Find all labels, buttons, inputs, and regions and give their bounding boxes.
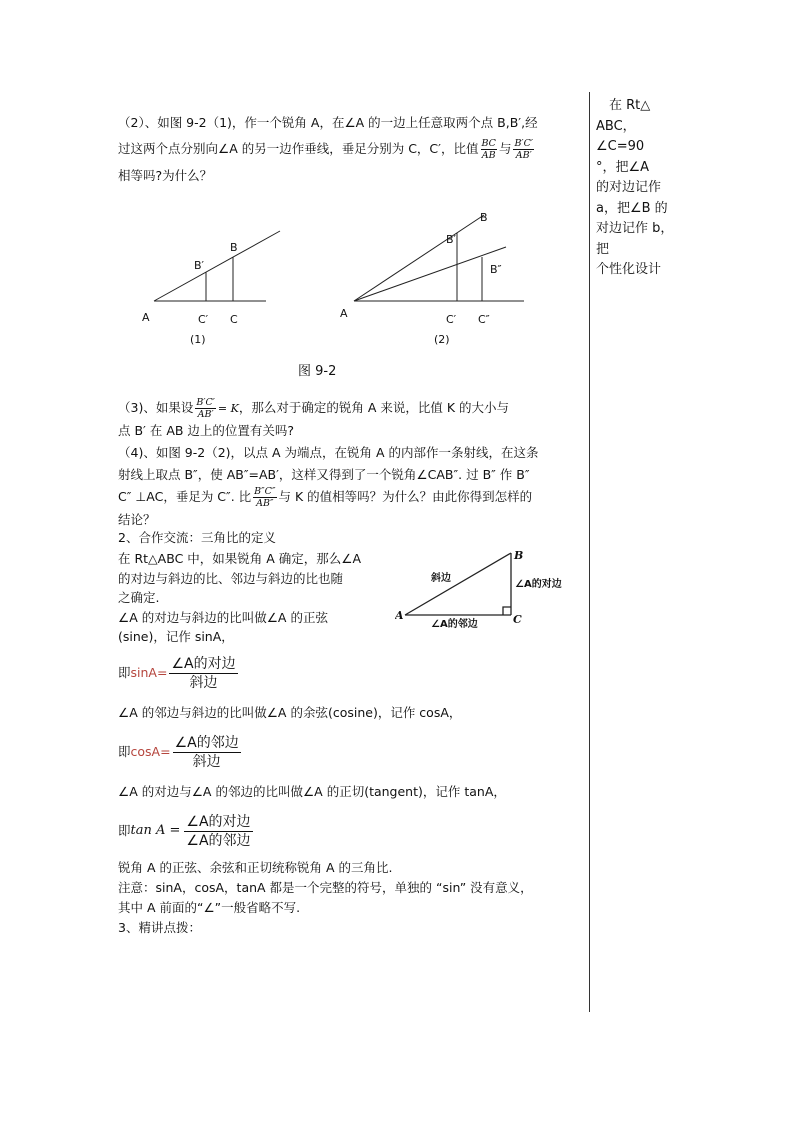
section-2-title: 2、合作交流：三角比的定义 [118, 530, 276, 545]
fig2-ray-abpp [354, 247, 506, 301]
ratio-bc-ab: $\frac{BC}{AB}$ [481, 138, 496, 161]
fig1-label-c: C [230, 313, 238, 326]
def-line4: ∠A 的对边与斜边的比叫做∠A 的正弦 [118, 609, 328, 625]
summary-line: 锐角 A 的正弦、余弦和正切统称锐角 A 的三角比. [118, 859, 393, 875]
def-line5: (sine)，记作 sinA， [118, 629, 234, 644]
sin-formula: 即 sinA= $\frac{\text{∠A的对边}}{\text{斜边}}$ [118, 655, 236, 691]
def-line2: 的对边与斜边的比、邻边与斜边的比也随 [118, 570, 344, 586]
def-line1: 在 Rt△ABC 中，如果锐角 A 确定，那么∠A [118, 551, 362, 566]
side-line4: 的对边记作 [596, 180, 662, 195]
triangle-vertex-b: B [514, 549, 524, 562]
geometry-figures [118, 211, 584, 361]
closing-block [118, 858, 584, 938]
fig1-slant-line [154, 231, 280, 301]
ratio-bpcp-abp: $\frac{B'C'}{AB'}$ [514, 138, 534, 161]
q3-line1: （3)、如果设 $\frac{B'C'}{AB'}$ = K，那么对于确定的锐角 A 来说，比值 K 的大小与 [118, 397, 510, 420]
side-line8: 个性化设计 [596, 262, 662, 277]
triangle-vertex-a: A [395, 609, 404, 622]
q4-line3: C″ ⊥AC，垂足为 C″. 比 $\frac{B''C''}{AB''}$ 与 K 的值相等吗？为什么？由此你得到怎样的 [118, 486, 533, 509]
cos-formula: 即 cosA= $\frac{\text{∠A的邻边}}{\text{斜边}}$ [118, 734, 239, 770]
right-triangle-figure [395, 549, 580, 629]
definition-block [118, 549, 584, 647]
fig1-number: (1) [190, 333, 206, 346]
fig1-label-cp: C′ [198, 313, 209, 326]
side-line7: 把 [596, 241, 610, 257]
def-line3: 之确定. [118, 590, 160, 605]
main-column [118, 112, 584, 938]
cos-definition: ∠A 的邻边与斜边的比叫做∠A 的余弦(cosine)，记作 cosA， [118, 704, 462, 720]
ratio-bppcpp-abpp: $\frac{B''C''}{AB''}$ [254, 486, 276, 509]
fig2-ray-ab [354, 215, 484, 301]
fig2-label-cpp: C″ [478, 313, 490, 326]
fig1-label-b: B [230, 241, 238, 254]
side-line6: 对边记作 b， [596, 221, 674, 236]
ratio-k: $\frac{B'C'}{AB'}$ [196, 397, 215, 420]
triangle-vertex-c: C [513, 613, 522, 626]
fig2-label-b: B [480, 211, 488, 224]
fig2-label-bp: B′ [446, 233, 457, 246]
q4-line4: 结论？ [118, 512, 156, 527]
fig2-label-cp: C′ [446, 313, 457, 326]
side-line2: ABC，∠C=90 [596, 118, 645, 154]
q2-line2: 过这两个点分别向∠A 的另一边作垂线，垂足分别为 C，C′，比值 $\frac{BC}{AB}$ 与 $\frac{B'C'}{AB'}$ [118, 138, 534, 161]
right-angle-mark [503, 607, 511, 615]
section-3-title: 3、精讲点拨： [118, 919, 201, 935]
triangle-hypotenuse [405, 553, 511, 615]
side-line3: °，把∠A [596, 159, 650, 175]
fig2-label-bpp: B″ [490, 263, 502, 276]
fig2-number: (2) [434, 333, 450, 346]
side-notes [596, 96, 682, 281]
note-line2: 其中 A 前面的“∠”一般省略不写. [118, 899, 301, 915]
tan-fraction: $\frac{\text{∠A的对边}}{\text{∠A的邻边}}$ [186, 813, 251, 849]
side-line5: a，把∠B 的 [596, 200, 668, 216]
side-line1: 在 Rt△ [596, 98, 651, 113]
q3-line2: 点 B′ 在 AB 边上的位置有关吗? [118, 423, 295, 438]
label-adjacent: ∠A的邻边 [431, 619, 478, 629]
fig1-label-a: A [142, 311, 150, 324]
note-line1: 注意：sinA，cosA，tanA 都是一个完整的符号，单独的 “sin” 没有意义， [118, 879, 533, 895]
label-opposite: ∠A的对边 [515, 579, 562, 590]
fig2-label-a: A [340, 307, 348, 320]
q4-line1: （4)、如图 9-2（2)，以点 A 为端点，在锐角 A 的内部作一条射线，在这条 [118, 445, 539, 460]
column-divider [589, 92, 590, 1012]
q2-line3: 相等吗?为什么？ [118, 168, 213, 183]
q4-line2: 射线上取点 B″，使 AB″=AB′，这样又得到了一个锐角∠CAB″. 过 B″ 作 B″ [118, 467, 530, 482]
figure-caption: 图 9-2 [298, 364, 337, 379]
label-hypotenuse: 斜边 [431, 573, 451, 584]
tan-formula: 即 tan A = $\frac{\text{∠A的对边}}{\text{∠A的邻边}}$ [118, 813, 251, 849]
q2-line1: （2）、如图 9-2（1)，作一个锐角 A，在∠A 的一边上任意取两个点 B,B′,经 [118, 115, 538, 130]
tan-definition: ∠A 的对边与∠A 的邻边的比叫做∠A 的正切(tangent)，记作 tanA， [118, 783, 506, 799]
cos-fraction: $\frac{\text{∠A的邻边}}{\text{斜边}}$ [174, 734, 239, 770]
figure-9-2 [118, 211, 584, 393]
fig1-label-bp: B′ [194, 259, 205, 272]
definition-text [118, 549, 388, 647]
sin-fraction: $\frac{\text{∠A的对边}}{\text{斜边}}$ [171, 655, 236, 691]
